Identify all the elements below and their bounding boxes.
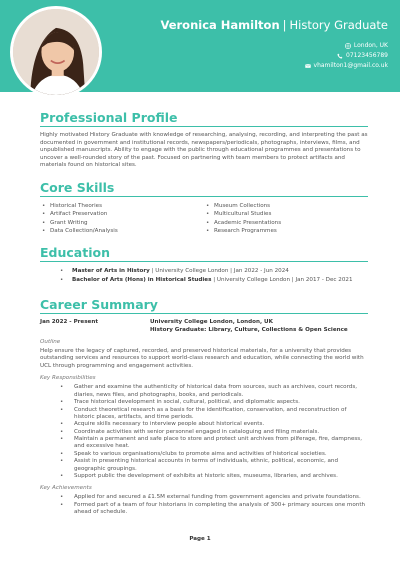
section-title-profile: Professional Profile (40, 110, 368, 127)
portrait-image (13, 9, 99, 95)
education-item (40, 276, 368, 285)
profile-photo (10, 6, 102, 98)
phone-icon (337, 53, 343, 59)
skills-list (40, 202, 368, 236)
responsibility-item: • Acquire skills necessary to interview people about historical events. (40, 421, 368, 428)
contact-phone (337, 52, 388, 59)
job-header (40, 319, 368, 335)
section-title-career: Career Summary (40, 297, 368, 314)
contact-location (345, 42, 388, 49)
skills-column-left (40, 202, 204, 236)
section-title-education: Education (40, 245, 368, 262)
profile-text: Highly motivated History Graduate with knowledge of researching, analysing, recording, and interpreting the past as documented in government and institutional records, newspapers/periodicals, photographs, interviews, films, and unpublished manuscripts. Ability to engage with the public through educational programmes and presentations to uncover a well-rounded story of the past. Focused on partnering with team members to protect artifacts and materials found on historical sites. (40, 132, 368, 169)
skill-item: • Data Collection/Analysis (40, 227, 204, 235)
job-organisation: University College London, London, UK (150, 319, 273, 326)
responsibility-item: • Gather and examine the authenticity of historical data from sources, such as archives, court records, diaries, news files, and photographs, books, and periodicals. (40, 384, 368, 399)
outline-text: Help ensure the legacy of captured, recorded, and preserved historical materials, for a university that provides outstanding services and resources to support world-class research and education, while connecting the world with UCL through programming and engagement activities. (40, 347, 364, 369)
responsibility-item: • Conduct theoretical research as a basis for the identification, conservation, and reconstruction of historic places, artifacts, and time periods. (40, 407, 368, 422)
responsibility-item: • Support public the development of exhibits at historic sites, museums, libraries, and archives. (40, 473, 368, 480)
skill-item: • Museum Collections (204, 202, 368, 210)
degree-detail: | University College London | Jan 2022 - Jun 2024 (149, 268, 289, 275)
responsibilities-label: Key Responsibilities (40, 375, 96, 382)
candidate-name: Veronica Hamilton (160, 18, 280, 32)
degree-name: Bachelor of Arts (Hons) in Historical Studies (72, 277, 212, 284)
skill-item: • Grant Writing (40, 219, 204, 227)
responsibility-item: • Speak to various organisations/clubs to promote aims and activities of historical societies. (40, 451, 368, 458)
contact-email (305, 62, 388, 69)
skill-item: • Artifact Preservation (40, 210, 204, 218)
achievements-list (40, 494, 368, 516)
skills-column-right (204, 202, 368, 236)
candidate-role: History Graduate (289, 18, 388, 32)
education-item (40, 267, 368, 276)
phone-text[interactable]: 07123456789 (346, 52, 388, 59)
achievements-label: Key Achievements (40, 485, 92, 492)
location-text: London, UK (353, 42, 388, 49)
skill-item: • Historical Theories (40, 202, 204, 210)
email-text[interactable]: vhamilton1@gmail.co.uk (313, 62, 388, 69)
education-list (40, 267, 368, 285)
outline-label: Outline (40, 338, 61, 345)
globe-icon (345, 43, 351, 49)
skill-item: • Academic Presentations (204, 219, 368, 227)
achievement-item: • Applied for and secured a £1.5M external funding from government agencies and private foundations. (40, 494, 368, 501)
page-number: Page 1 (189, 536, 211, 542)
section-title-skills: Core Skills (40, 180, 368, 197)
responsibility-item: • Coordinate activities with senior personnel engaged in cataloguing and filing materials. (40, 429, 368, 436)
job-date: Jan 2022 - Present (40, 319, 99, 326)
degree-detail: | University College London | Jan 2017 - Dec 2021 (211, 277, 353, 284)
envelope-icon (305, 63, 311, 69)
skill-item: • Multicultural Studies (204, 210, 368, 218)
job-position: History Graduate: Library, Culture, Collections & Open Science (150, 327, 348, 333)
responsibilities-list (40, 384, 368, 480)
responsibility-item: • Maintain a permanent and safe place to store and protect unit archives from pilferage, fire, dampness, and excessive heat. (40, 436, 368, 451)
job-org-block (150, 319, 348, 335)
skill-item: • Research Programmes (204, 227, 368, 235)
header-title (160, 18, 388, 32)
responsibility-item: • Trace historical development in social, cultural, political, and diplomatic aspects. (40, 399, 368, 406)
title-separator: | (282, 18, 287, 32)
achievement-item: • Formed part of a team of four historians in completing the analysis of 300+ primary sources one month ahead of schedule. (40, 502, 368, 517)
resume-body (40, 110, 368, 516)
responsibility-item: • Assist in presenting historical accounts in terms of individuals, ethnic, political, economic, and geographic groupings. (40, 458, 368, 473)
degree-name: Master of Arts in History (72, 268, 150, 275)
